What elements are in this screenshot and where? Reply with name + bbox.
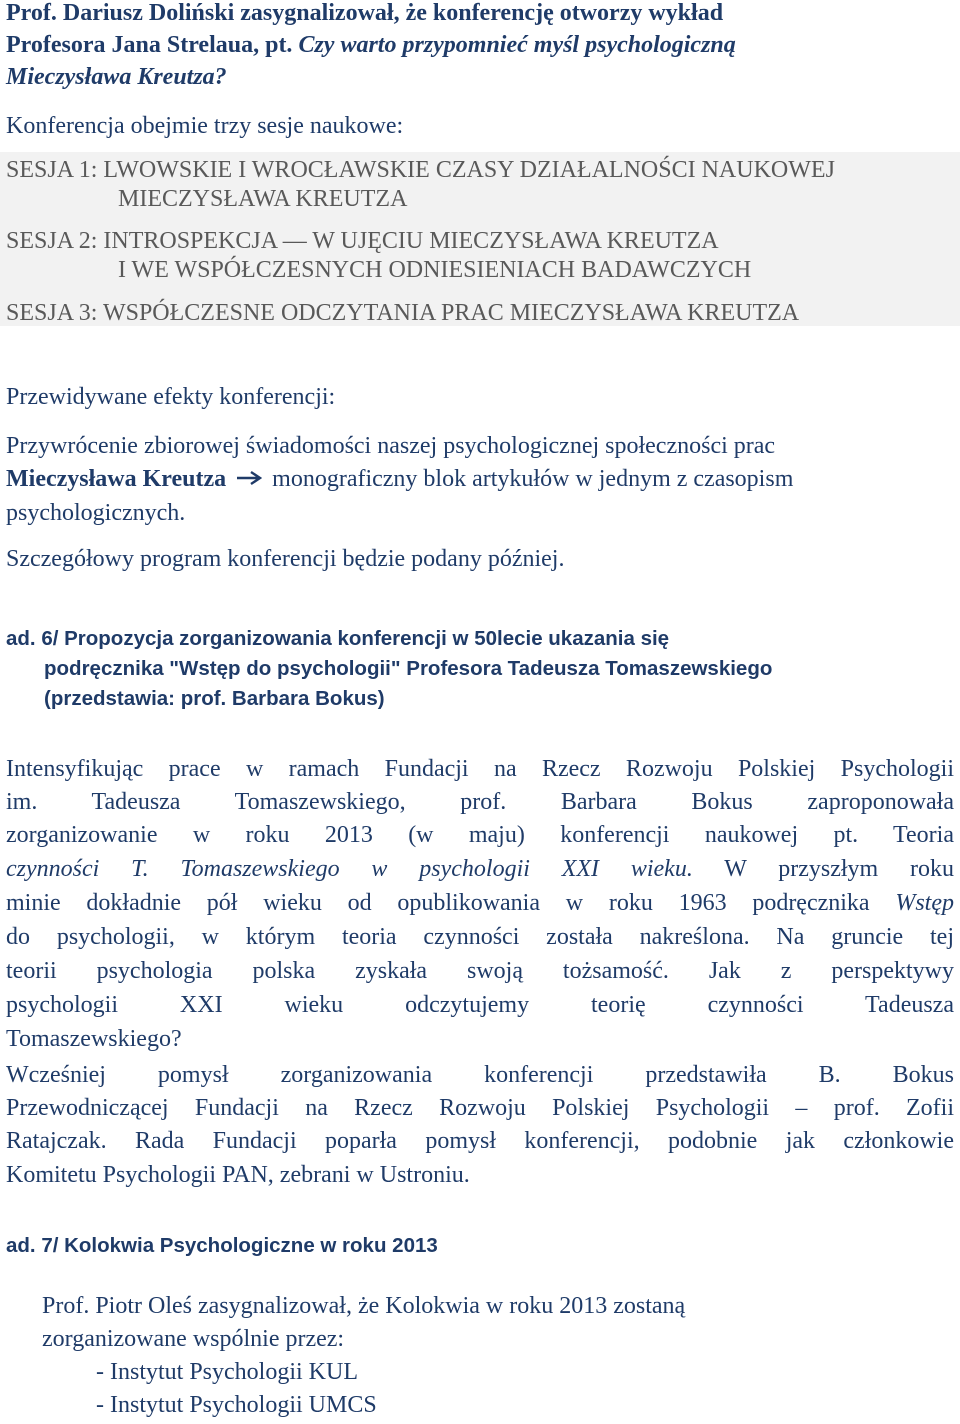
effects-line-1: Przywrócenie zbiorowej świadomości naszej psychologicznej społeczności prac bbox=[6, 433, 776, 459]
intro-line-2 bbox=[6, 32, 736, 59]
ad6-p2-line-3: Ratajczak. Rada Fundacji poparła pomysł konferencji, podobnie jak członkowie bbox=[6, 1128, 954, 1154]
ad6-p2-line-4: Komitetu Psychologii PAN, zebrani w Ustroniu. bbox=[6, 1162, 470, 1188]
ad6-p1-line-7: teorii psychologia polska zyskała swoją tożsamość. Jak z perspektywy bbox=[6, 958, 954, 984]
ad6-p1-line-8: psychologii XXI wieku odczytujemy teorię czynności Tadeusza bbox=[6, 992, 954, 1018]
ad6-p1-line-9: Tomaszewskiego? bbox=[6, 1026, 182, 1052]
lecture-title-cont: Mieczysława Kreutza? bbox=[6, 64, 227, 90]
ad6-heading-line-3: (przedstawia: prof. Barbara Bokus) bbox=[44, 687, 385, 710]
ad6-p1-line-1: Intensyfikując prace w ramach Fundacji na Rzecz Rozwoju Polskiej Psychologii bbox=[6, 756, 954, 782]
ad6-heading-line-2: podręcznika "Wstęp do psychologii" Profesora Tadeusza Tomaszewskiego bbox=[44, 657, 773, 680]
ad6-p1-line-5 bbox=[6, 890, 954, 917]
ad6-p1-line-2: im. Tadeusza Tomaszewskiego, prof. Barbara Bokus zaproponowała bbox=[6, 789, 954, 815]
sessions-intro: Konferencja obejmie trzy sesje naukowe: bbox=[6, 113, 404, 139]
ad7-list-item: - Instytut Psychologii UMCS bbox=[96, 1392, 377, 1418]
ad6-p1-line-5-text: minie dokładnie pół wieku od opublikowania w roku 1963 podręcznika bbox=[6, 890, 896, 916]
session-3-line-1: SESJA 3: WSPÓŁCZESNE ODCZYTANIA PRAC MIECZYSŁAWA KREUTZA bbox=[6, 300, 800, 326]
effects-line-2-text: monograficzny blok artykułów w jednym z czasopism bbox=[272, 466, 794, 492]
ad6-p1-line-4 bbox=[6, 856, 954, 883]
ad6-p1-line-6: do psychologii, w którym teoria czynności została nakreślona. Na gruncie tej bbox=[6, 924, 954, 950]
ad7-heading: ad. 7/ Kolokwia Psychologiczne w roku 2013 bbox=[6, 1234, 438, 1257]
ad6-p2-line-1: Wcześniej pomysł zorganizowania konferencji przedstawiła B. Bokus bbox=[6, 1062, 954, 1088]
author-name: Mieczysława Kreutza bbox=[6, 466, 227, 492]
ad6-p2-line-2: Przewodniczącej Fundacji na Rzecz Rozwoju Polskiej Psychologii – prof. Zofii bbox=[6, 1095, 954, 1121]
ad7-line-2: zorganizowane wspólnie przez: bbox=[42, 1326, 345, 1352]
session-2-line-2: I WE WSPÓŁCZESNYCH ODNIESIENIACH BADAWCZYCH bbox=[118, 257, 752, 283]
session-1-line-1: SESJA 1: LWOWSKIE I WROCŁAWSKIE CZASY DZIAŁALNOŚCI NAUKOWEJ bbox=[6, 157, 835, 183]
ad7-line-1: Prof. Piotr Oleś zasygnalizował, że Kolokwia w roku 2013 zostaną bbox=[42, 1293, 686, 1319]
ad6-p1-line-4-text: W przyszłym roku bbox=[692, 856, 955, 882]
effects-heading: Przewidywane efekty konferencji: bbox=[6, 384, 336, 410]
effects-line-3: psychologicznych. bbox=[6, 500, 186, 526]
book-title: Wstęp bbox=[895, 890, 954, 916]
ad6-heading-line-1: ad. 6/ Propozycja zorganizowania konferencji w 50lecie ukazania się bbox=[6, 627, 670, 650]
intro-line-1: Prof. Dariusz Doliński zasygnalizował, że konferencję otworzy wykład bbox=[6, 0, 724, 26]
ad6-p1-line-3: zorganizowanie w roku 2013 (w maju) konferencji naukowej pt. Teoria bbox=[6, 822, 954, 848]
arrow-right-icon bbox=[236, 471, 262, 485]
intro-line-2-text: Profesora Jana Strelaua, pt. bbox=[6, 32, 299, 58]
lecture-title: Czy warto przypomnieć myśl psychologiczną bbox=[298, 32, 736, 58]
session-2-line-1: SESJA 2: INTROSPEKCJA — W UJĘCIU MIECZYSŁAWA KREUTZA bbox=[6, 228, 719, 254]
ad7-list-item: - Instytut Psychologii KUL bbox=[96, 1359, 358, 1385]
session-1-line-2: MIECZYSŁAWA KREUTZA bbox=[118, 186, 408, 212]
conference-title: czynności T. Tomaszewskiego w psychologii XXI wieku. bbox=[6, 856, 693, 882]
program-note: Szczegółowy program konferencji będzie podany później. bbox=[6, 546, 565, 572]
effects-line-2 bbox=[6, 466, 793, 493]
